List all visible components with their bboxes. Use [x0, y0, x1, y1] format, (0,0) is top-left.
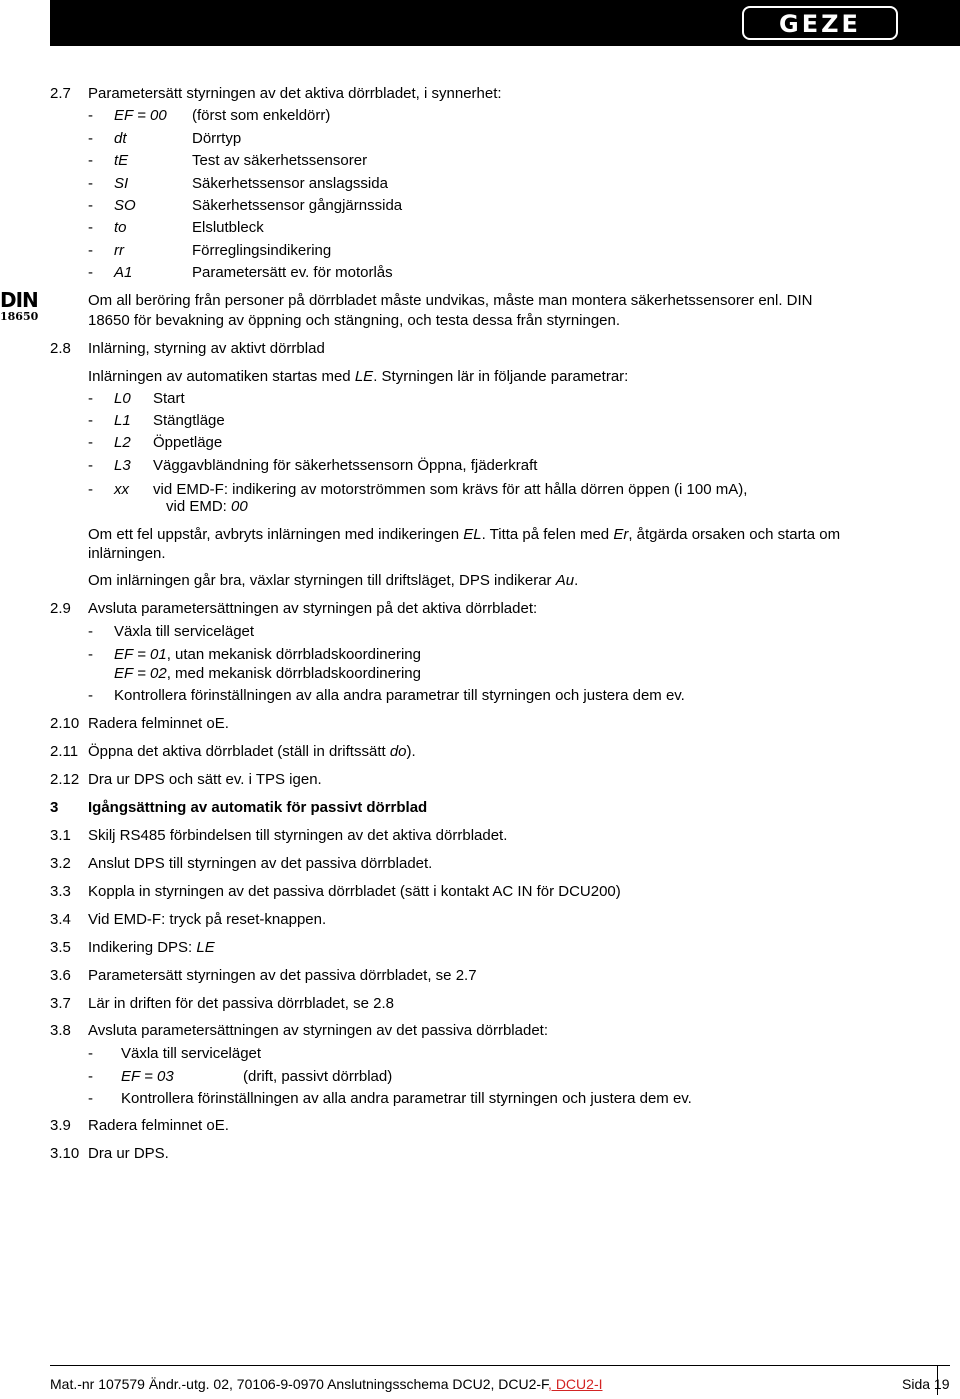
text-run: Öppna det aktiva dörrbladet (ställ in driftssätt [88, 743, 390, 760]
step-number: 3.8 [50, 1022, 71, 1039]
step-number: 3.9 [50, 1117, 71, 1134]
text-run: ). [406, 743, 416, 760]
text-run: vid EMD: [166, 498, 232, 515]
param-code: L2 [114, 434, 131, 451]
section-number: 2.8 [50, 340, 71, 357]
param-desc: Väggavbländning för säkerhetssensorn Öppna, fjäderkraft [153, 457, 538, 474]
list-item: Kontrollera förinställningen av alla andra parametrar till styrningen och justera dem ev. [114, 687, 685, 704]
footer-text: Mat.-nr 107579 Ändr.-utg. 02, 70106-9-0970 Anslutningsschema DCU2, DCU2-F [50, 1376, 549, 1392]
footer-link[interactable]: , DCU2-I [548, 1376, 603, 1392]
text-run: Om ett fel uppstår, avbryts inlärningen med indikeringen [88, 526, 464, 543]
step-text: Parametersätt styrningen av det passiva dörrbladet, se 2.7 [88, 967, 477, 984]
section-number: 2.7 [50, 85, 71, 102]
list-dash: - [88, 197, 93, 214]
text-run: . [224, 1117, 229, 1134]
section-number: 2.12 [50, 771, 80, 788]
step-text: Lär in driften för det passiva dörrbladet, se 2.8 [88, 995, 395, 1012]
param-desc: Öppetläge [153, 434, 223, 451]
param-code: oE [206, 1117, 225, 1134]
list-item [114, 665, 421, 683]
param-desc: Förreglingsindikering [192, 242, 332, 259]
list-dash: - [88, 264, 93, 281]
step-number: 3.6 [50, 967, 71, 984]
geze-logo [742, 6, 898, 40]
list-dash: - [88, 623, 93, 640]
param-code: EL [463, 526, 482, 543]
param-code: L3 [114, 457, 131, 474]
step-text: Avsluta parametersättningen av styrningen av det passiva dörrbladet: [88, 1022, 548, 1039]
step-text: Koppla in styrningen av det passiva dörrbladet (sätt i kontakt AC IN för DCU200) [88, 883, 621, 900]
param-code: oE [206, 715, 225, 732]
error-note-line1 [88, 526, 840, 544]
din-note-line1: Om all beröring från personer på dörrbladet måste undvikas, måste man montera säkerhetssensorer enl. DIN [88, 292, 813, 309]
list-dash: - [88, 130, 93, 147]
list-dash: - [88, 219, 93, 236]
footer-rule [50, 1365, 950, 1366]
param-code: to [114, 219, 127, 236]
section-title: Avsluta parametersättningen av styrningen på det aktiva dörrbladet: [88, 600, 538, 617]
header-bar [50, 0, 960, 46]
success-note [88, 572, 578, 590]
text-run: , med mekanisk dörrbladskoordinering [166, 665, 421, 682]
param-code: L1 [114, 412, 131, 429]
text-run: , utan mekanisk dörrbladskoordinering [166, 646, 421, 663]
din-number: 18650 [0, 310, 39, 323]
list-dash: - [88, 107, 93, 124]
param-code: 00 [231, 498, 248, 515]
chapter-title: Igångsättning av automatik för passivt dörrblad [88, 799, 428, 816]
param-desc: Dörrtyp [192, 130, 242, 147]
list-dash: - [88, 646, 93, 663]
param-desc: Parametersätt ev. för motorlås [192, 264, 393, 281]
param-code: SO [114, 197, 136, 214]
list-item: Kontrollera förinställningen av alla andra parametrar till styrningen och justera dem ev. [121, 1090, 692, 1107]
param-desc: vid EMD-F: indikering av motorströmmen som krävs för att hålla dörren öppen (i 100 mA), [153, 481, 748, 498]
param-desc: Säkerhetssensor gångjärnssida [192, 197, 403, 214]
param-desc: Säkerhetssensor anslagssida [192, 175, 388, 192]
list-dash: - [88, 434, 93, 451]
list-dash: - [88, 412, 93, 429]
param-code: LE [354, 368, 374, 385]
param-desc: Test av säkerhetssensorer [192, 152, 368, 169]
list-dash: - [88, 1090, 93, 1107]
step-number: 3.10 [50, 1145, 80, 1162]
list-dash: - [88, 481, 93, 498]
step-text: Dra ur DPS. [88, 1145, 169, 1162]
param-code: LE [196, 939, 215, 956]
step-number: 3.4 [50, 911, 71, 928]
param-code: tE [114, 152, 129, 169]
step-text: Anslut DPS till styrningen av det passiva dörrbladet. [88, 855, 433, 872]
text-run: Radera felminnet [88, 715, 207, 732]
step-number: 3.1 [50, 827, 71, 844]
param-code: rr [114, 242, 124, 259]
step-number: 3.5 [50, 939, 71, 956]
section-text [88, 715, 229, 733]
param-desc: Elslutbleck [192, 219, 264, 236]
list-dash: - [88, 242, 93, 259]
page-number: Sida 19 [902, 1376, 950, 1392]
section-title: Inlärning, styrning av aktivt dörrblad [88, 340, 325, 357]
param-code: EF = 03 [121, 1068, 174, 1085]
param-code: xx [114, 481, 129, 498]
param-code: A1 [114, 264, 133, 281]
section-title: Parametersätt styrningen av det aktiva dörrbladet, i synnerhet: [88, 85, 502, 102]
list-dash: - [88, 1045, 93, 1062]
chapter-number: 3 [50, 799, 59, 816]
footer-reference [50, 1375, 603, 1393]
text-run: Indikering DPS: [88, 939, 197, 956]
param-code: Er [613, 526, 629, 543]
step-number: 3.3 [50, 883, 71, 900]
text-run: , åtgärda orsaken och starta om [628, 526, 841, 543]
step-text: Skilj RS485 förbindelsen till styrningen av det aktiva dörrbladet. [88, 827, 508, 844]
param-code: dt [114, 130, 127, 147]
list-dash: - [88, 457, 93, 474]
param-code: EF = 00 [114, 107, 167, 124]
error-note-line2: inlärningen. [88, 545, 166, 562]
list-dash: - [88, 175, 93, 192]
din-label: DIN [0, 288, 38, 312]
din-18650-mark [0, 289, 44, 323]
param-code: Au [555, 572, 575, 589]
svg-text:GEZE: GEZE [779, 10, 861, 38]
param-code: EF = 01 [114, 646, 167, 663]
text-run: . Titta på felen med [481, 526, 614, 543]
text-run: Inlärningen av automatiken startas med [88, 368, 355, 385]
list-dash: - [88, 152, 93, 169]
param-code: SI [114, 175, 129, 192]
param-desc: Start [153, 390, 185, 407]
param-desc: (drift, passivt dörrblad) [243, 1068, 393, 1085]
text-run: . [574, 572, 579, 589]
step-number: 3.7 [50, 995, 71, 1012]
section-number: 2.9 [50, 600, 71, 617]
din-note-line2: 18650 för bevakning av öppning och stängning, och testa dessa från styrningen. [88, 312, 621, 329]
step-text: Vid EMD-F: tryck på reset-knappen. [88, 911, 327, 928]
list-item: Växla till serviceläget [114, 623, 255, 640]
param-desc: (först som enkeldörr) [192, 107, 331, 124]
text-run: Radera felminnet [88, 1117, 207, 1134]
step-text [88, 1117, 229, 1135]
text-run: . Styrningen lär in följande parametrar: [373, 368, 629, 385]
param-code: do [389, 743, 407, 760]
list-dash: - [88, 1068, 93, 1085]
learn-intro [88, 368, 628, 386]
section-number: 2.10 [50, 715, 80, 732]
section-number: 2.11 [50, 743, 79, 760]
list-dash: - [88, 687, 93, 704]
step-text [88, 939, 215, 957]
text-run: Om inlärningen går bra, växlar styrningen till driftsläget, DPS indikerar [88, 572, 556, 589]
param-code: EF = 02 [114, 665, 167, 682]
section-text: Dra ur DPS och sätt ev. i TPS igen. [88, 771, 322, 788]
param-desc-cont [166, 498, 248, 516]
text-run: . [224, 715, 229, 732]
param-desc: Stängtläge [153, 412, 225, 429]
section-text [88, 743, 416, 761]
list-item: Växla till serviceläget [121, 1045, 262, 1062]
list-dash: - [88, 390, 93, 407]
step-number: 3.2 [50, 855, 71, 872]
param-code: L0 [114, 390, 131, 407]
list-item [114, 646, 421, 664]
